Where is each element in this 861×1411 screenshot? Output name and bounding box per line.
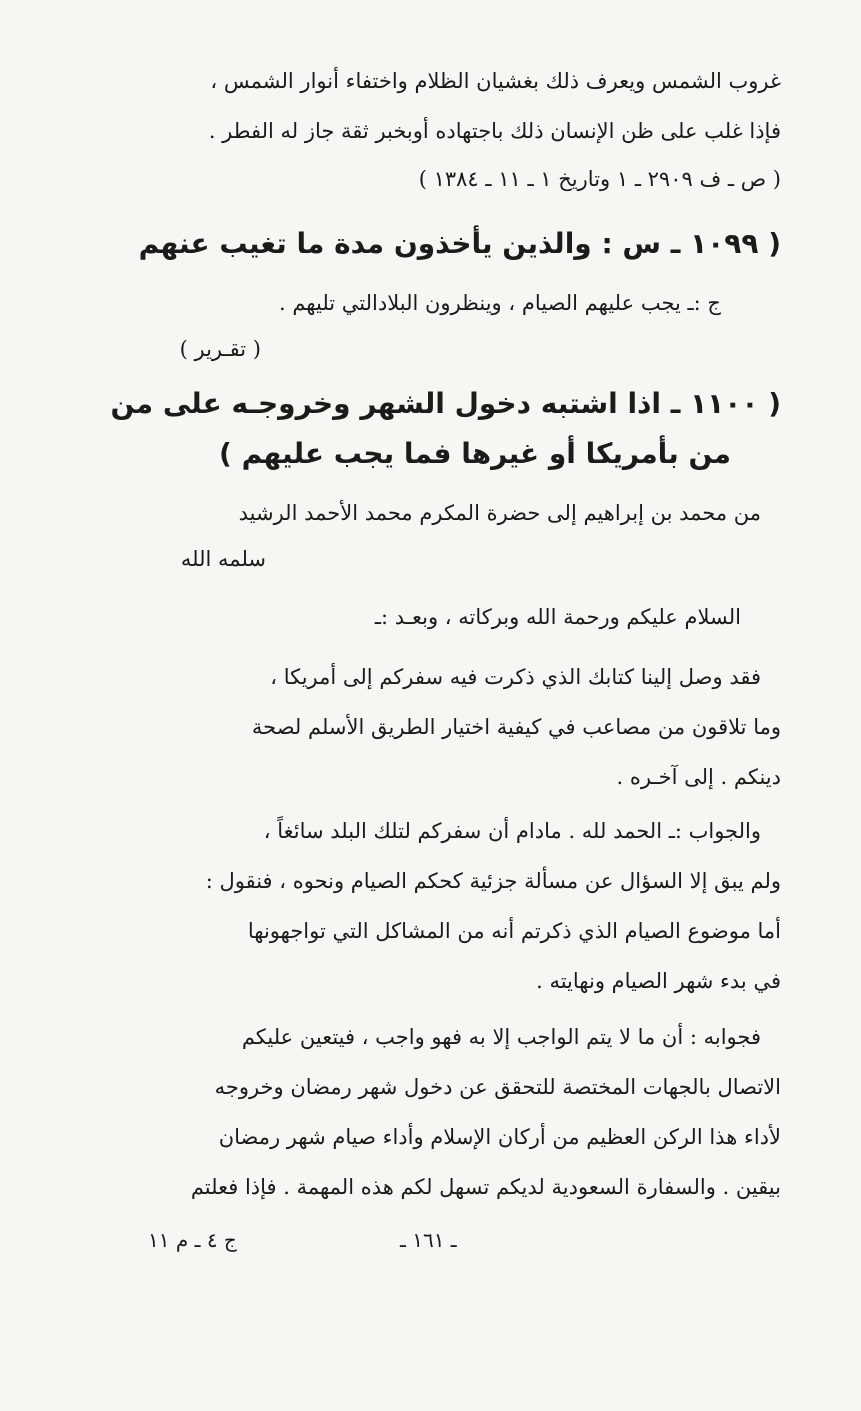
citation: ( تقـرير ) [179, 337, 261, 361]
citation: ( ص ـ ف ٢٩٠٩ ـ ١ وتاريخ ١ ـ ١١ ـ ١٣٨٤ ) [418, 167, 781, 191]
page-number: ـ ١٦١ ـ [400, 1228, 457, 1252]
volume-signature: ج ٤ ـ م ١١ [148, 1228, 237, 1252]
text-line: أما موضوع الصيام الذي ذكرتم أنه من المشاكل التي تواجهونها [247, 919, 781, 943]
question-heading: ( ١٠٩٩ ـ س : والذين يأخذون مدة ما تغيب عنهم [138, 227, 781, 260]
text-line: لأداء هذا الركن العظيم من أركان الإسلام وأداء صيام شهر رمضان [218, 1125, 781, 1149]
text-line: الاتصال بالجهات المختصة للتحقق عن دخول شهر رمضان وخروجه [214, 1075, 781, 1099]
text-line: فقد وصل إلينا كتابك الذي ذكرت فيه سفركم إلى أمريكا ، [270, 665, 761, 689]
text-line: ولم يبق إلا السؤال عن مسألة جزئية كحكم الصيام ونحوه ، فنقول : [205, 869, 781, 893]
text-line: وما تلاقون من مصاعب في كيفية اختيار الطريق الأسلم لصحة [251, 715, 781, 739]
text-line: غروب الشمس ويعرف ذلك بغشيان الظلام واختفاء أنوار الشمس ، [210, 69, 781, 93]
letter-greeting: سلمه الله [180, 547, 266, 571]
text-line: فجوابه : أن ما لا يتم الواجب إلا به فهو واجب ، فيتعين عليكم [241, 1025, 761, 1049]
text-line: دينكم . إلى آخـره . [616, 765, 781, 789]
letter-address: من محمد بن إبراهيم إلى حضرة المكرم محمد الأحمد الرشيد [238, 501, 761, 525]
answer-line: ج :ـ يجب عليهم الصيام ، وينظرون البلادالتي تليهم . [278, 291, 721, 315]
text-line: والجواب :ـ الحمد لله . مادام أن سفركم لتلك البلد سائغاً ، [263, 819, 761, 843]
letter-salutation: السلام عليكم ورحمة الله وبركاته ، وبعـد :ـ [374, 605, 741, 629]
text-line: بيقين . والسفارة السعودية لديكم تسهل لكم هذه المهمة . فإذا فعلتم [190, 1175, 781, 1199]
question-heading: من بأمريكا أو غيرها فما يجب عليهم ) [219, 437, 731, 470]
text-line: فإذا غلب على ظن الإنسان ذلك باجتهاده أوبخبر ثقة جاز له الفطر . [208, 119, 781, 143]
question-heading: ( ١١٠٠ ـ اذا اشتبه دخول الشهر وخروجـه على من [110, 387, 781, 420]
text-line: في بدء شهر الصيام ونهايته . [536, 969, 781, 993]
